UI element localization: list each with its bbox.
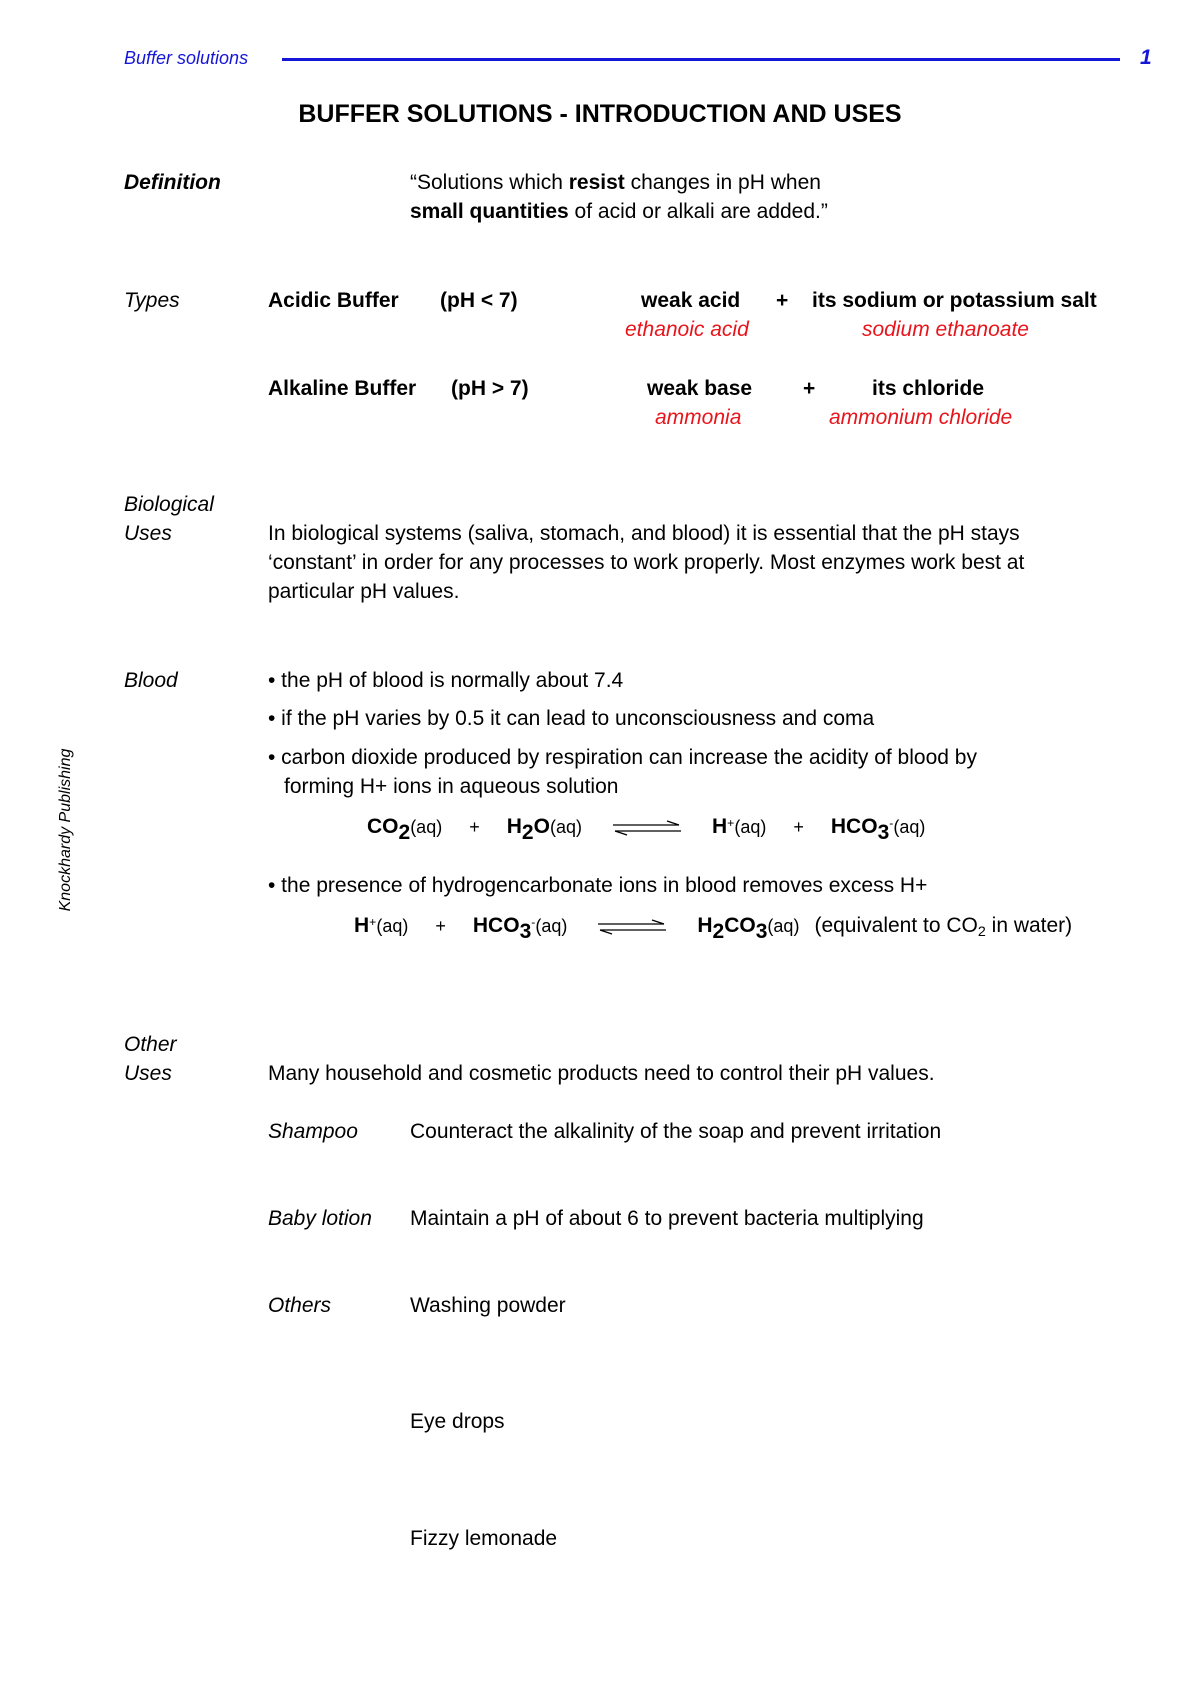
eq2-hco3: HCO3-(aq) [472, 914, 568, 944]
other-item-text: Counteract the alkalinity of the soap and prevent irritation [410, 1120, 942, 1143]
eq2-hplus: H+(aq) [354, 914, 409, 937]
eq2-note: (equivalent to $CO_2$ in water) [814, 914, 1073, 941]
other-item-name: Others [268, 1294, 332, 1317]
biological-line-3: particular pH values. [268, 580, 460, 603]
equation-1 [367, 815, 926, 845]
other-label-1: Other [124, 1033, 177, 1056]
alkaline-component-1: weak base [647, 377, 753, 400]
acidic-plus: + [776, 289, 789, 312]
types-label: Types [124, 289, 180, 312]
alkaline-plus: + [803, 377, 816, 400]
page-title: BUFFER SOLUTIONS - INTRODUCTION AND USES [298, 100, 902, 128]
eq2-h2co3: H2CO3(aq) [697, 914, 800, 944]
equation-2 [354, 914, 1073, 944]
eq1-h2o: H2O(aq) [506, 815, 582, 845]
acidic-buffer-ph: (pH < 7) [440, 289, 518, 312]
other-item-name: Shampoo [268, 1120, 358, 1143]
equilibrium-arrow-icon [609, 820, 685, 836]
other-extra-item: Fizzy lemonade [410, 1527, 558, 1550]
definition-line-1: “Solutions which resist changes in pH when [410, 171, 821, 194]
page-number: 1 [1140, 46, 1152, 69]
acidic-buffer-name: Acidic Buffer [268, 289, 399, 312]
acidic-component-1: weak acid [641, 289, 741, 312]
other-item-text: Maintain a pH of about 6 to prevent bacteria multiplying [410, 1207, 924, 1230]
other-label-2: Uses [124, 1062, 172, 1085]
blood-bullet-3-line-1: • carbon dioxide produced by respiration can increase the acidity of blood by [268, 746, 977, 769]
acidic-example-2: sodium ethanoate [862, 318, 1029, 341]
biological-line-1: In biological systems (saliva, stomach, and blood) it is essential that the pH stays [268, 522, 1020, 545]
acidic-component-2: its sodium or potassium salt [812, 289, 1097, 312]
alkaline-example-1: ammonia [655, 406, 742, 429]
other-extra-item: Eye drops [410, 1410, 505, 1433]
definition-line-2: small quantities of acid or alkali are added.” [410, 200, 828, 223]
blood-label: Blood [124, 669, 178, 692]
alkaline-buffer-ph: (pH > 7) [451, 377, 529, 400]
other-intro: Many household and cosmetic products need to control their pH values. [268, 1062, 935, 1085]
biological-line-2: ‘constant’ in order for any processes to work properly. Most enzymes work best at [268, 551, 1025, 574]
biological-label-1: Biological [124, 493, 214, 516]
header-rule [282, 58, 1120, 61]
other-item-text: Washing powder [410, 1294, 566, 1317]
blood-bullet-2: • if the pH varies by 0.5 it can lead to unconsciousness and coma [268, 707, 875, 730]
side-publisher-text: Knockhardy Publishing [57, 748, 74, 912]
eq1-hco3: HCO3-(aq) [830, 815, 926, 845]
blood-bullet-3-line-2: forming H+ ions in aqueous solution [284, 775, 619, 798]
acidic-example-1: ethanoic acid [625, 318, 749, 341]
alkaline-component-2: its chloride [872, 377, 985, 400]
blood-bullet-1: • the pH of blood is normally about 7.4 [268, 669, 624, 692]
definition-label: Definition [124, 171, 221, 194]
eq1-plus-1: + [469, 817, 480, 837]
eq2-plus: + [435, 916, 446, 936]
header-title: Buffer solutions [124, 48, 249, 68]
alkaline-example-2: ammonium chloride [829, 406, 1013, 429]
eq1-co2: CO2(aq) [367, 815, 443, 845]
equilibrium-arrow-icon [594, 919, 670, 935]
eq1-plus-2: + [793, 817, 804, 837]
other-item-name: Baby lotion [268, 1207, 372, 1230]
eq1-hplus: H+(aq) [712, 815, 767, 838]
alkaline-buffer-name: Alkaline Buffer [268, 377, 417, 400]
biological-label-2: Uses [124, 522, 172, 545]
blood-bullet-4: • the presence of hydrogencarbonate ions in blood removes excess H+ [268, 874, 928, 897]
